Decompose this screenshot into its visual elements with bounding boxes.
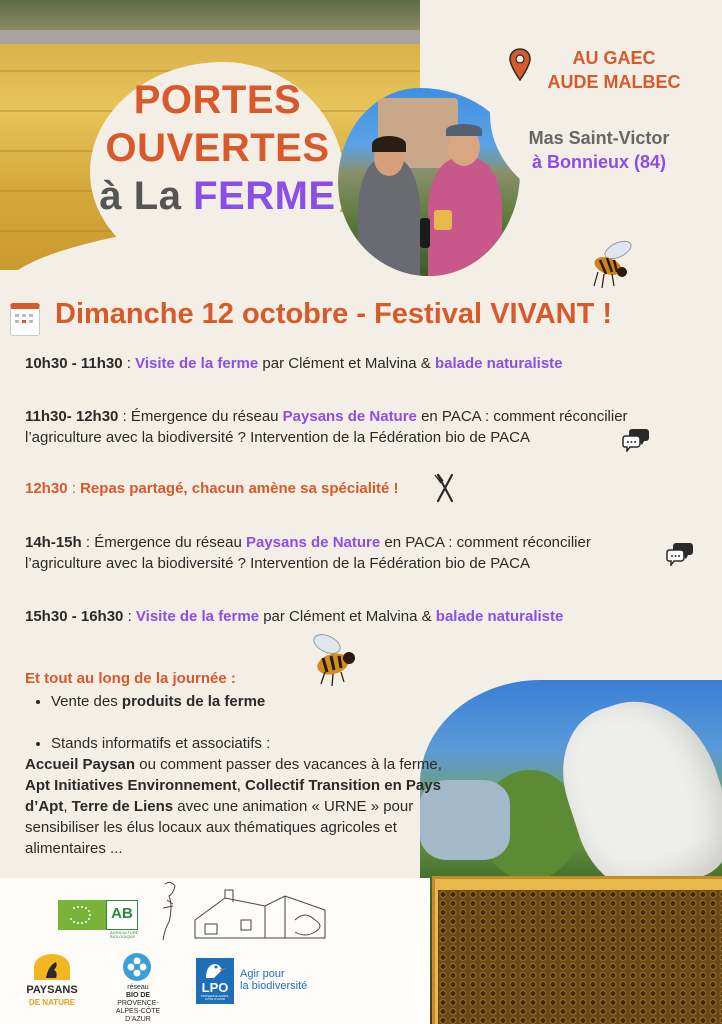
title-line-3	[90, 172, 345, 220]
schedule-item-4	[25, 532, 705, 574]
list-item-bold: produits de la ferme	[121, 693, 266, 710]
schedule-link: balade naturaliste	[435, 608, 564, 625]
all-day-list-2	[25, 733, 445, 754]
bird-icon	[40, 958, 64, 982]
chat-bubbles-icon	[622, 426, 650, 452]
paysans-logo-line-2: DE NATURE	[28, 998, 76, 1007]
schedule-text: : Émergence du réseau	[118, 408, 283, 425]
schedule-sep: :	[67, 480, 81, 497]
bee-icon	[582, 240, 636, 292]
eu-organic-logo	[58, 900, 106, 930]
schedule-link: Visite de la ferme	[135, 608, 260, 625]
schedule-sep: :	[122, 355, 136, 372]
stand-text: avec une animation « URNE » pour sensibiliser les élus locaux aux thématiques agricoles et alimentaires ...	[25, 798, 414, 857]
list-item	[51, 691, 445, 712]
list-item: • Stands informatifs et associatifs :	[51, 733, 445, 754]
address-line-2: AUDE MALBEC	[547, 72, 681, 92]
farm-sketch-illustration	[155, 880, 340, 942]
bio-logo-line: D’AZUR	[125, 1016, 151, 1023]
title-prefix: à La	[99, 174, 182, 218]
bio-provence-logo	[110, 952, 166, 1023]
stand-text: ,	[236, 777, 246, 794]
schedule-text: en PACA : comment réconcilier	[416, 408, 628, 425]
ab-subtext: AGRICULTURE BIOLOGIQUE	[110, 930, 139, 939]
beekeeper-glove	[544, 681, 722, 908]
flower-icon	[122, 952, 152, 982]
title-highlight: FERME	[193, 174, 336, 218]
title-line-2: OUVERTES	[105, 126, 330, 170]
address-line-3: Mas Saint-Victor	[528, 128, 670, 148]
organic-label-logo	[58, 900, 138, 930]
calendar-icon	[10, 303, 40, 336]
honeycomb-bees	[438, 890, 722, 1024]
ab-logo	[106, 900, 138, 930]
lpo-tagline-line-1: Agir pour	[240, 968, 285, 980]
fork-knife-icon	[433, 473, 457, 503]
stand-text: ,	[63, 798, 72, 815]
beehive-photo	[420, 680, 722, 1024]
schedule-time: 15h30 - 16h30	[25, 608, 124, 625]
list-item-text: Vente des	[51, 693, 122, 710]
lpo-tagline	[240, 968, 307, 992]
bio-logo-line: réseau	[127, 984, 149, 991]
schedule-sep: :	[123, 608, 136, 625]
schedule-time: 10h30 - 11h30	[25, 355, 123, 372]
schedule-link: Paysans de Nature	[245, 534, 381, 551]
schedule-text: par Clément et Malvina &	[259, 608, 436, 625]
stand-name: Accueil Paysan	[25, 756, 136, 773]
stand-name: Collectif Transition en Pays d’Apt	[25, 777, 441, 815]
eu-leaf-icon	[58, 900, 106, 930]
address-line-1: AU GAEC	[572, 48, 656, 68]
schedule-text-line-2: l’agriculture avec la biodiversité ? Intervention de la Fédération bio de PACA	[25, 555, 531, 572]
schedule-link: Repas partagé, chacun amène sa spécialité !	[80, 480, 399, 497]
lpo-logo-text: LPO	[201, 980, 229, 995]
schedule-link: balade naturaliste	[434, 355, 563, 372]
schedule-time: 12h30	[25, 480, 68, 497]
stand-name: Terre de Liens	[71, 798, 174, 815]
schedule-text: en PACA : comment réconcilier	[380, 534, 591, 551]
lpo-logo	[196, 958, 234, 1004]
stand-text: ou comment passer des vacances à la ferme,	[135, 756, 442, 773]
paysans-de-nature-logo	[22, 954, 82, 1016]
paysans-logo-line-1: PAYSANS	[26, 984, 78, 996]
bio-logo-text	[110, 984, 166, 1024]
address-blob	[490, 10, 708, 210]
lpo-logo-subtext: PROVENCE-ALPES-CÔTE D’AZUR	[200, 994, 230, 1001]
lpo-tagline-line-2: la biodiversité	[240, 980, 308, 992]
stands-paragraph	[25, 754, 445, 859]
schedule-item-3	[25, 478, 705, 499]
bio-logo-line: BIO DE	[125, 992, 151, 999]
schedule-item-1	[25, 353, 705, 374]
schedule-item-2	[25, 406, 705, 448]
event-heading: Dimanche 12 octobre - Festival VIVANT !	[55, 298, 613, 330]
ab-text: AB	[111, 905, 133, 922]
schedule-item-5	[25, 606, 705, 627]
all-day-list	[25, 691, 445, 712]
stand-name: Apt Initiatives Environnement	[25, 777, 237, 794]
bio-logo-line: ALPES-CÔTE	[115, 1008, 161, 1015]
schedule-link: Paysans de Nature	[282, 408, 417, 425]
title-line-1: PORTES	[133, 78, 302, 122]
schedule-link: Visite de la ferme	[135, 355, 259, 372]
schedule-text-line-2: l’agriculture avec la biodiversité ? Intervention de la Fédération bio de PACA	[25, 429, 531, 446]
schedule-text: par Clément et Malvina &	[258, 355, 435, 372]
bio-logo-line: PROVENCE-	[117, 1000, 159, 1007]
all-day-heading: Et tout au long de la journée :	[25, 670, 236, 687]
chat-bubbles-icon	[666, 540, 694, 566]
schedule-time: 14h-15h	[25, 534, 82, 551]
schedule-text: : Émergence du réseau	[81, 534, 246, 551]
puffin-icon	[202, 960, 228, 980]
address-line-4: à Bonnieux (84)	[531, 152, 667, 172]
all-day-section	[25, 668, 445, 859]
schedule-time: 11h30- 12h30	[25, 408, 119, 425]
